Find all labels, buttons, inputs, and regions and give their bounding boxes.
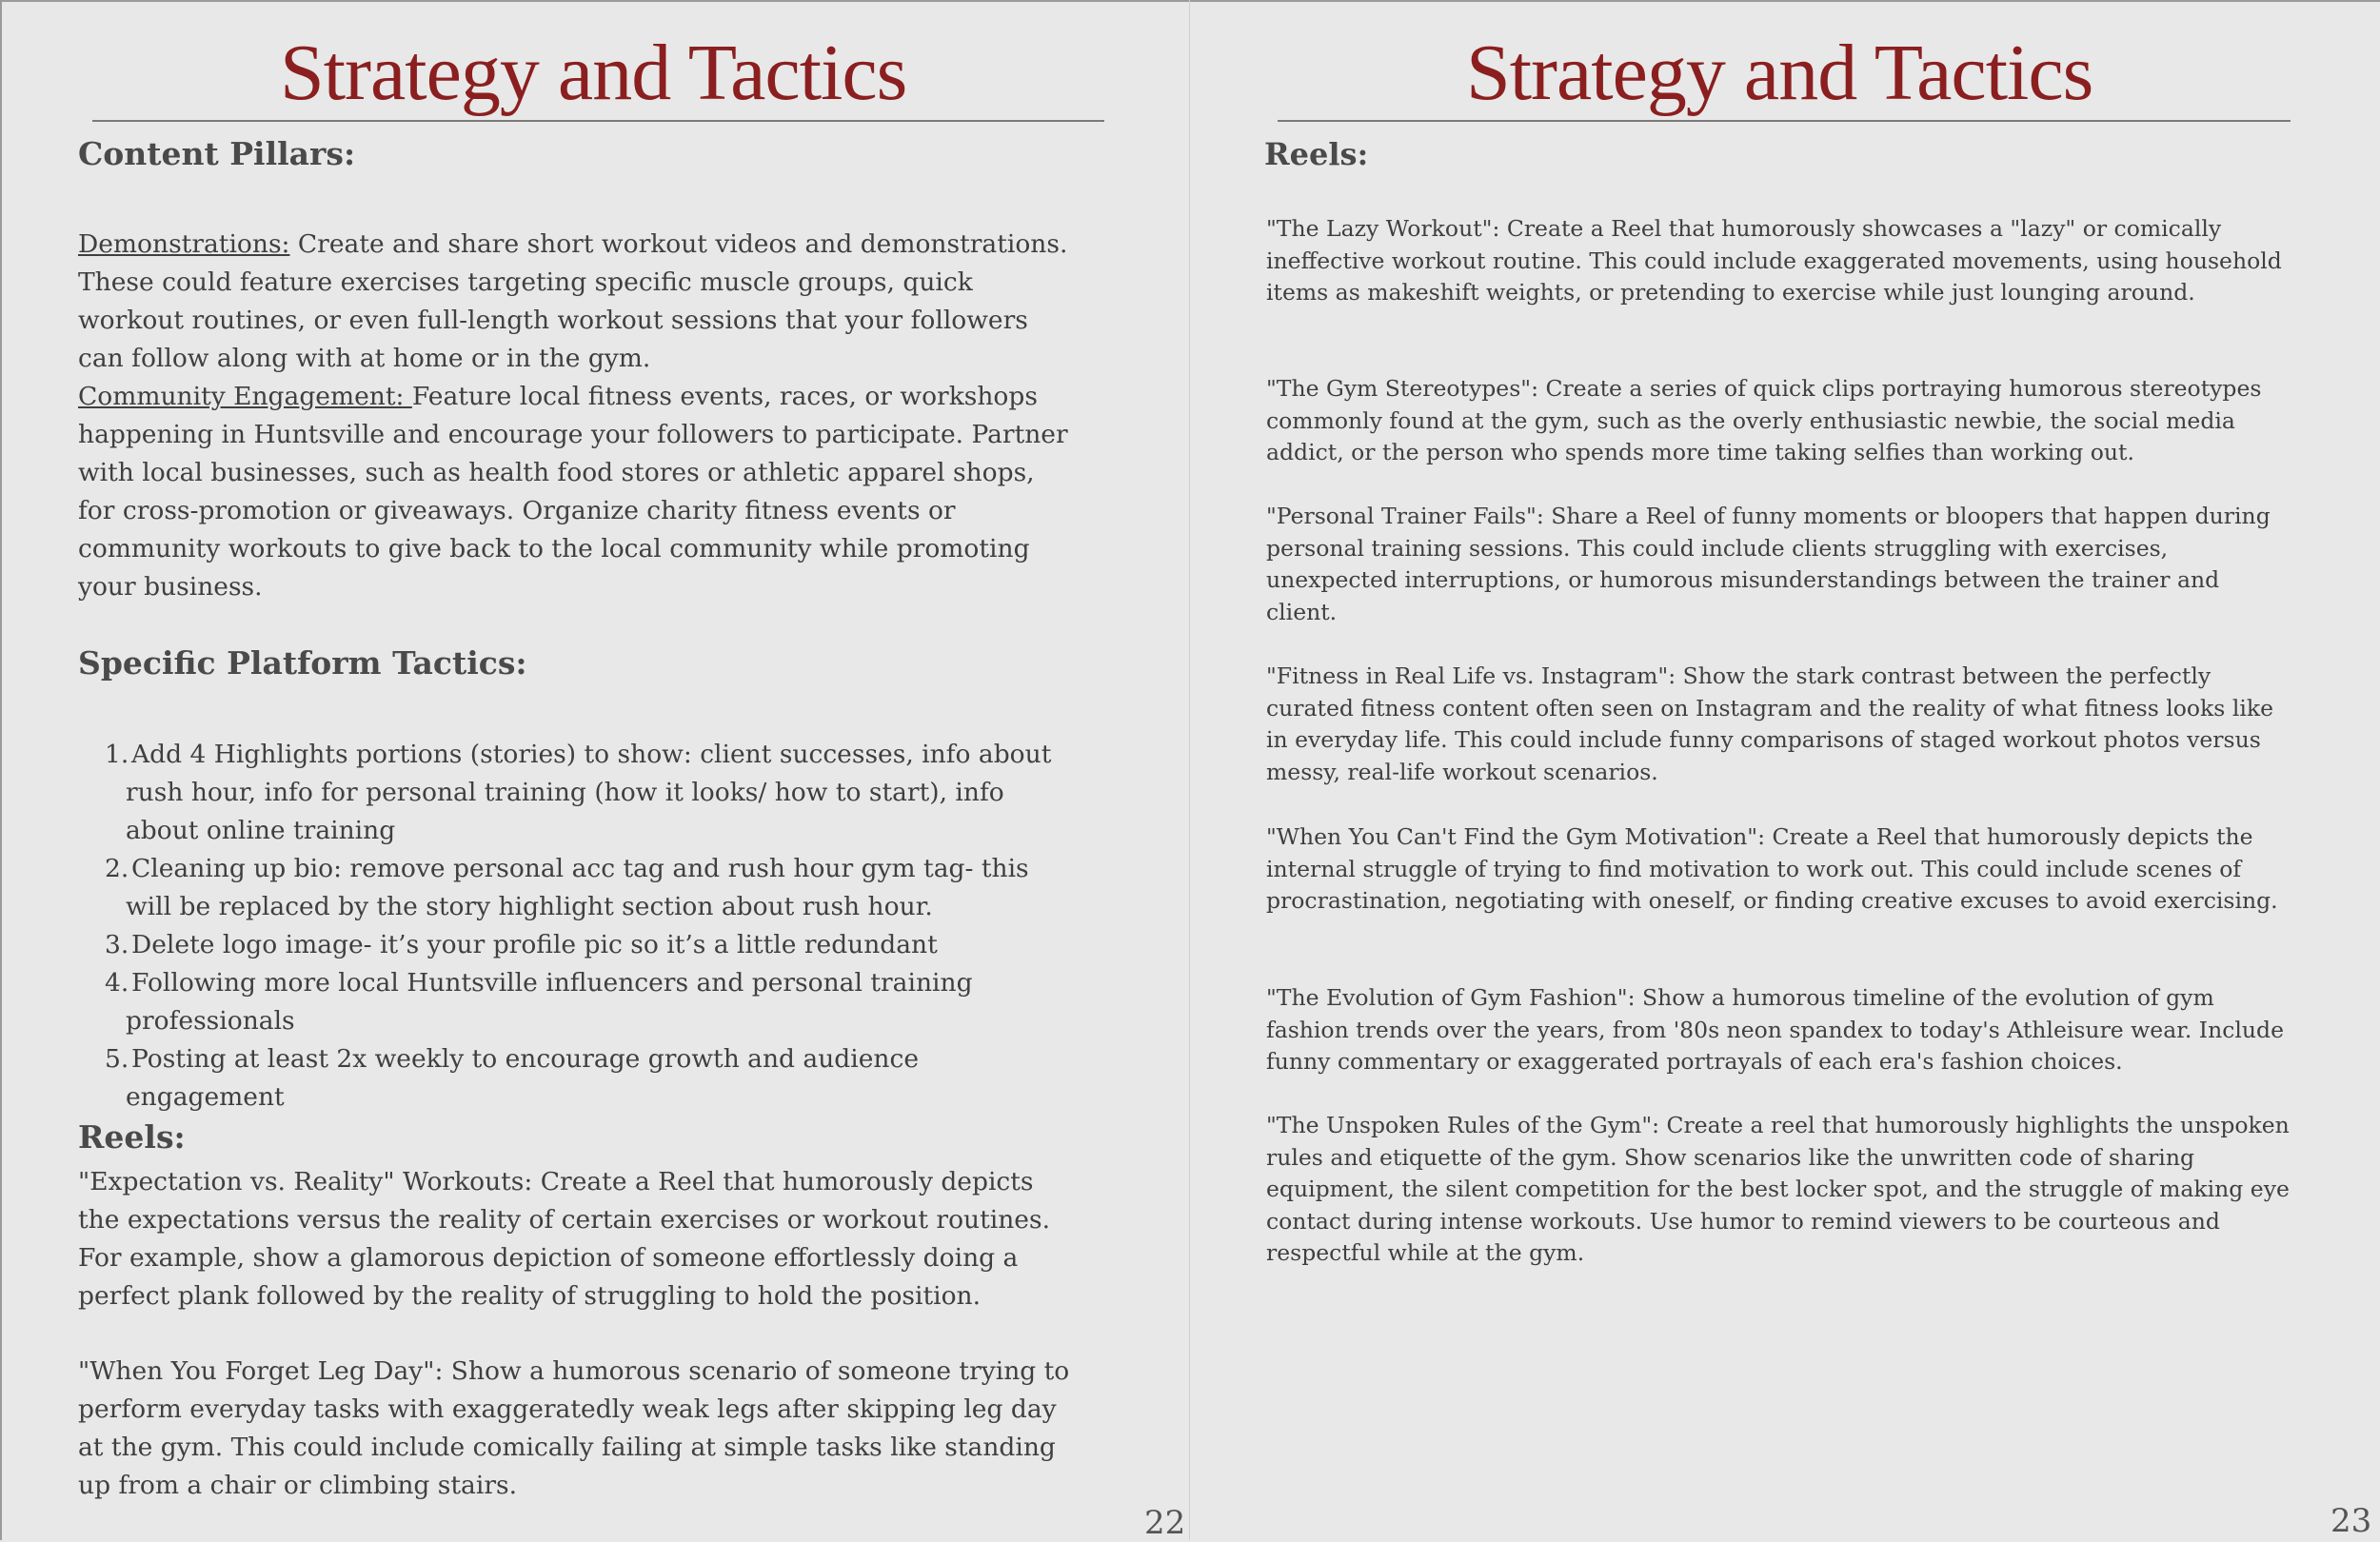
title-rule: [1278, 120, 2291, 122]
reels-heading: Reels:: [78, 1118, 186, 1156]
content-pillars-text: [78, 226, 1078, 606]
reel-gym-stereotypes: "The Gym Stereotypes": Create a series of quick clips portraying humorous stereotypes commonly found at the gym, such as the overly enthusiastic newbie, the social media addict, or the person who spends more time taking selfies than working out.: [1266, 375, 2262, 465]
right-reels-heading: Reels:: [1264, 136, 1369, 172]
demonstrations-text: Create and share short workout videos and demonstrations. These could feature exercises targeting specific muscle groups, quick workout routines, or even full-length workout sessions that your followers can follow along with at home or in the gym.: [78, 229, 1068, 373]
tactic-item: 4. Following more local Huntsville influencers and personal training professionals: [105, 968, 973, 1036]
page-number: 22: [1144, 1504, 1186, 1542]
demonstrations-label: Demonstrations:: [78, 229, 290, 259]
community-engagement-text: Feature local fitness events, races, or workshops happening in Huntsville and encourage your followers to participate. Partner with local businesses, such as health food stores or athletic apparel shops, for cross-promotion or giveaways. Organize charity fitness events or community workouts to give back to the local community while promoting your business.: [78, 382, 1068, 602]
tactics-list: [78, 736, 1078, 1117]
left-page: [0, 0, 1190, 1540]
platform-tactics-heading: Specific Platform Tactics:: [78, 644, 527, 682]
reel-gym-fashion: "The Evolution of Gym Fashion": Show a humorous timeline of the evolution of gym fashion trends over the years, from '80s neon spandex to today's Athleisure wear. Include funny commentary or exaggerated portrayals of each era's fashion choices.: [1266, 984, 2284, 1075]
reel-gym-motivation: "When You Can't Find the Gym Motivation": Create a Reel that humorously depicts the internal struggle of trying to find motivation to work out. This could include scenes of procrastination, negotiating with oneself, or finding creative excuses to avoid exercising.: [1266, 823, 2278, 914]
page-title: Strategy and Tactics: [1466, 29, 2093, 117]
reel-lazy-workout: "The Lazy Workout": Create a Reel that humorously showcases a "lazy" or comically ineffective workout routine. This could include exaggerated movements, using household items as makeshift weights, or pretending to exercise while just lounging around.: [1266, 215, 2282, 306]
tactic-item: 2. Cleaning up bio: remove personal acc tag and rush hour gym tag- this will be replaced by the story highlight section about rush hour.: [105, 854, 1029, 921]
reel-forget-leg-day: "When You Forget Leg Day": Show a humorous scenario of someone trying to perform everyday tasks with exaggeratedly weak legs after skipping leg day at the gym. This could include comically failing at simple tasks like standing up from a chair or climbing stairs.: [78, 1356, 1070, 1500]
tactic-item: 5. Posting at least 2x weekly to encourage growth and audience engagement: [105, 1044, 920, 1112]
reel-real-life-vs-instagram: "Fitness in Real Life vs. Instagram": Show the stark contrast between the perfectly curated fitness content often seen on Instagram and the reality of what fitness looks like in everyday life. This could include funny comparisons of staged workout photos versus messy, real-life workout scenarios.: [1266, 662, 2273, 785]
reel-unspoken-rules: "The Unspoken Rules of the Gym": Create a reel that humorously highlights the unspoken rules and etiquette of the gym. Show scenarios like the unwritten code of sharing equipment, the silent competition for the best locker spot, and the struggle of making eye contact during intense workouts. Use humor to remind viewers to be courteous and respectful while at the gym.: [1266, 1112, 2290, 1266]
reel-trainer-fails: "Personal Trainer Fails": Share a Reel of funny moments or bloopers that happen during personal training sessions. This could include clients struggling with exercises, unexpected interruptions, or humorous misunderstandings between the trainer and client.: [1266, 503, 2271, 625]
page-number-right: 23: [2330, 1502, 2372, 1540]
title-rule: [92, 120, 1104, 122]
page-title: Strategy and Tactics: [280, 29, 907, 117]
tactic-item: 1. Add 4 Highlights portions (stories) to show: client successes, info about rush hour, info for personal training (how it looks/ how to start), info about online training: [105, 740, 1052, 845]
reel-expectation-reality: "Expectation vs. Reality" Workouts: Create a Reel that humorously depicts the expectations versus the reality of certain exercises or workout routines. For example, show a glamorous depiction of someone effortlessly doing a perfect plank followed by the reality of struggling to hold the position.: [78, 1167, 1051, 1311]
tactic-item: 3. Delete logo image- it’s your profile pic so it’s a little redundant: [105, 930, 938, 959]
content-pillars-heading: Content Pillars:: [78, 135, 356, 172]
community-engagement-label: Community Engagement:: [78, 382, 412, 411]
